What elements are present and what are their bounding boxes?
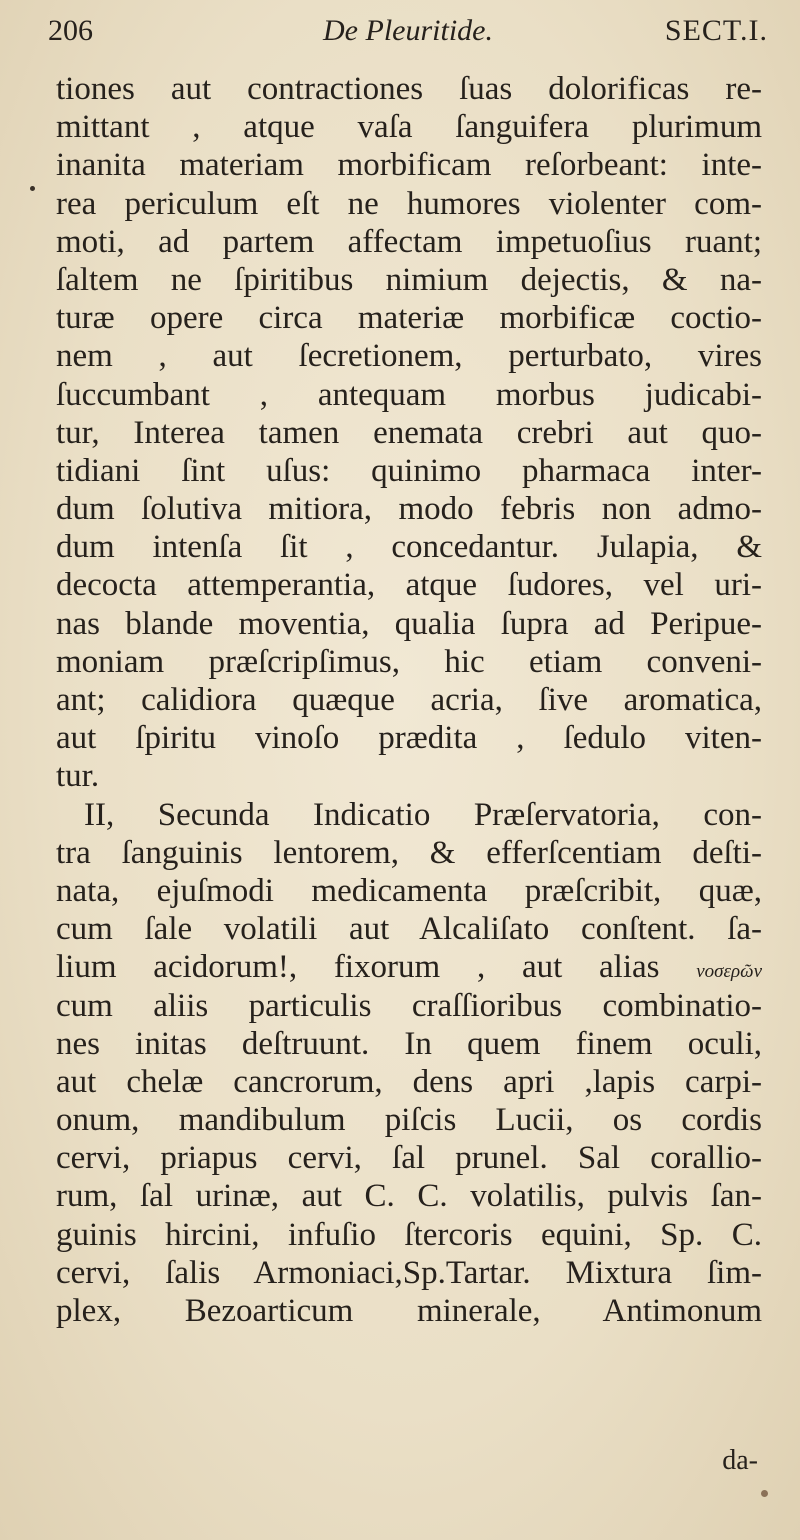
text-line: rea periculum eſt ne humores violenter com- [56,185,762,222]
text-line: inanita materiam morbificam reſorbeant: inte- [56,147,762,184]
body-text [56,70,762,1330]
text-line: guinis hircini, infuſio ſtercoris equini, Sp. C. [56,1216,762,1253]
text-line: decocta attemperantia, atque ſudores, vel uri- [56,567,762,604]
text-line: nem , aut ſecretionem, perturbato, vires [56,338,762,375]
text-line: dum ſolutiva mitiora, modo febris non admo- [56,491,762,528]
text-segment: lium acidorum!, fixorum , aut alias [56,949,660,986]
text-line: nes initas deſtruunt. In quem finem oculi, [56,1025,762,1062]
catchword: da- [722,1445,758,1476]
text-line: nas blande moventia, qualia ſupra ad Peripue- [56,605,762,642]
text-line: mittant , atque vaſa ſanguifera plurimum [56,109,762,146]
text-line: plex, Bezoarticum minerale, Antimonum [56,1293,762,1329]
text-line: ſaltem ne ſpiritibus nimium dejectis, & na- [56,261,762,298]
text-line: rum, ſal urinæ, aut C. C. volatilis, pulvis ſan- [56,1178,762,1215]
page-number: 206 [48,14,93,47]
text-line: II, Secunda Indicatio Præſervatoria, con- [84,796,762,833]
greek-word: νοσερῶν [696,961,763,983]
text-line: cum ſale volatili aut Alcaliſato conſtent. ſa- [56,911,762,948]
text-line: tra ſanguinis lentorem, & efferſcentiam deſti- [56,834,762,871]
text-line: ſuccumbant , antequam morbus judicabi- [56,376,762,413]
ink-spot-mark [761,1490,768,1497]
text-line: moti, ad partem affectam impetuoſius ruant; [56,223,762,260]
section-label: SECT.I. [664,14,768,47]
text-line: cum aliis particulis craſſioribus combinatio- [56,987,762,1024]
text-line: aut ſpiritu vinoſo prædita , ſedulo viten- [56,720,762,757]
margin-dot-mark [30,186,35,191]
running-title: De Pleuritide. [323,14,493,47]
text-line: nata, ejuſmodi medicamenta præſcribit, quæ, [56,872,762,909]
text-line: cervi, priapus cervi, ſal prunel. Sal corallio- [56,1140,762,1177]
text-line: cervi, ſalis Armoniaci,Sp.Tartar. Mixtura ſim- [56,1254,762,1291]
text-line: tur. [56,758,100,795]
text-line: tidiani ſint uſus: quinimo pharmaca inter- [56,452,762,489]
page-header [48,14,768,54]
text-line: turæ opere circa materiæ morbificæ coctio- [56,300,762,337]
text-line: dum intenſa ſit , concedantur. Julapia, & [56,529,762,566]
text-line: aut chelæ cancrorum, dens apri ,lapis carpi- [56,1063,762,1100]
text-line: tur, Interea tamen enemata crebri aut quo- [56,414,762,451]
text-line: ant; calidiora quæque acria, ſive aromatica, [56,682,762,718]
text-line-with-greek [56,948,762,986]
text-line: moniam præſcripſimus, hic etiam conveni- [56,643,762,680]
text-line: onum, mandibulum piſcis Lucii, os cordis [56,1102,762,1139]
text-line: tiones aut contractiones ſuas dolorificas re- [56,71,762,107]
